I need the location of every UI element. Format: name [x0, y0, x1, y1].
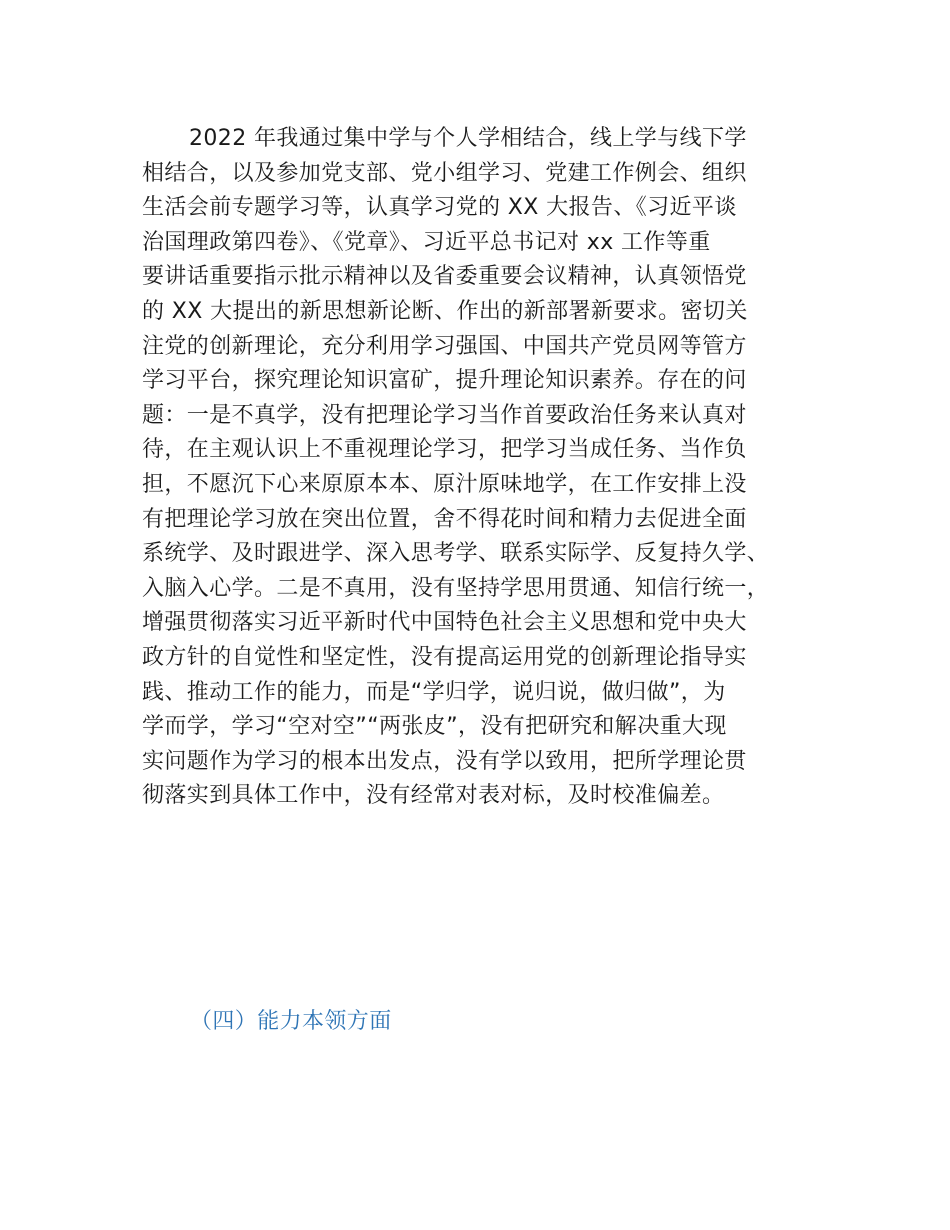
paragraph-line: 的 XX 大提出的新思想新论断、作出的新部署新要求。密切关	[142, 298, 748, 324]
paragraph-line: 学而学，学习“空对空”“两张皮”，没有把研究和解决重大现	[142, 714, 727, 740]
paragraph-line: 系统学、及时跟进学、深入思考学、联系实际学、反复持久学、	[142, 541, 770, 567]
paragraph-line: 有把理论学习放在突出位置，舍不得花时间和精力去促进全面	[142, 506, 747, 532]
paragraph-line: 要讲话重要指示批示精神以及省委重要会议精神，认真领悟党	[142, 264, 747, 290]
paragraph-line: 政方针的自觉性和坚定性，没有提高运用党的创新理论指导实	[142, 644, 747, 670]
paragraph-line: 待，在主观认识上不重视理论学习，把学习当成任务、当作负	[142, 437, 747, 463]
paragraph-line: 生活会前专题学习等，认真学习党的 XX 大报告、《习近平谈	[142, 195, 737, 221]
section-heading: （四）能力本领方面	[190, 1009, 392, 1034]
paragraph-line: 入脑入心学。二是不真用，没有坚持学思用贯通、知信行统一，	[142, 575, 770, 601]
paragraph-line: 学习平台，探究理论知识富矿，提升理论知识素养。存在的问	[142, 368, 747, 394]
paragraph-line: 增强贯彻落实习近平新时代中国特色社会主义思想和党中央大	[142, 610, 747, 636]
paragraph-line: 彻落实到具体工作中，没有经常对表对标，及时校准偏差。	[142, 783, 725, 809]
paragraph-line: 注党的创新理论，充分利用学习强国、中国共产党员网等管方	[142, 333, 747, 359]
paragraph-line: 治国理政第四卷》、《党章》、习近平总书记对 xx 工作等重	[142, 229, 711, 255]
paragraph-line: 题：一是不真学，没有把理论学习当作首要政治任务来认真对	[142, 402, 747, 428]
paragraph-line: 实问题作为学习的根本出发点，没有学以致用，把所学理论贯	[142, 748, 747, 774]
paragraph-line: 担，不愿沉下心来原原本本、原汁原味地学，在工作安排上没	[142, 471, 747, 497]
paragraph-line: 践、推动工作的能力，而是“学归学，说归说，做归做”，为	[142, 679, 726, 705]
paragraph-line: 相结合，以及参加党支部、党小组学习、党建工作例会、组织	[142, 160, 747, 186]
body-paragraph	[142, 122, 842, 814]
paragraph-line: 2022 年我通过集中学与个人学相结合，线上学与线下学	[189, 126, 747, 151]
